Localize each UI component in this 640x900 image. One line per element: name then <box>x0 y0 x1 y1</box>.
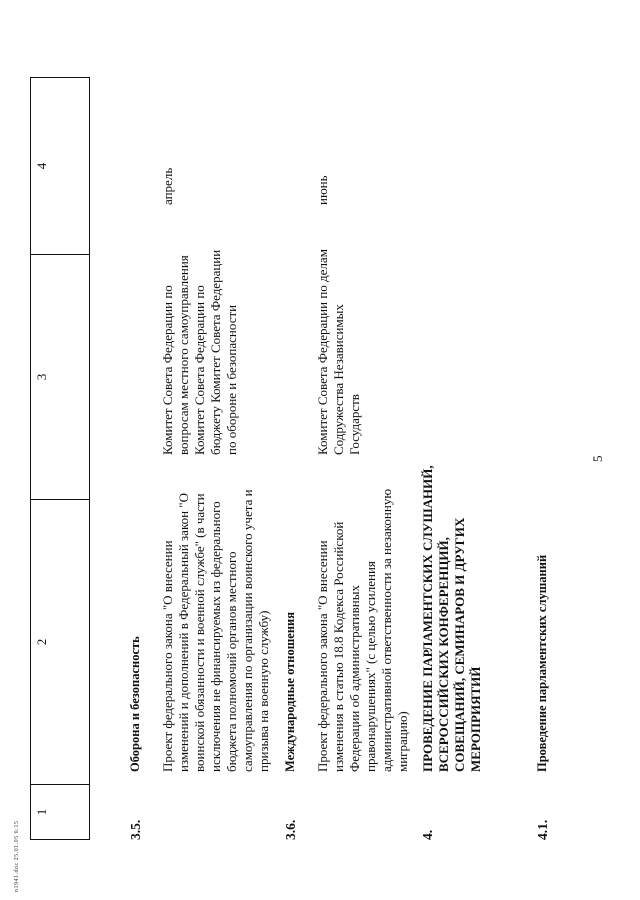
table-header-col-2: 2 <box>31 499 89 784</box>
row-number: 3.5. <box>128 819 143 840</box>
row-number: 3.6. <box>283 819 298 840</box>
section-heading: Оборона и безопасность <box>128 636 142 772</box>
row-responsible: Комитет Совета Федерации по вопросам местного самоуправления Комитет Совета Федерации по бюджету Комитет Совета Федерации по обороне и безопасности <box>160 249 239 455</box>
table-header-col-1: 1 <box>31 784 89 839</box>
row-description: Проект федерального закона "О внесении изменения в статью 18.8 Кодекса Российской Федерации об административных правонарушениях" (с целью усиления административной ответственности за незаконную миграцию) <box>315 488 410 772</box>
row-term: апрель <box>160 167 175 205</box>
section-title: ПРОВЕДЕНИЕ ПАРЛАМЕНТСКИХ СЛУШАНИЙ, ВСЕРОССИЙСКИХ КОНФЕРЕНЦИЙ, СОВЕЩАНИЙ, СЕМИНАРОВ И ДРУГИХ МЕРОПРИЯТИЙ <box>420 465 483 772</box>
row-term: июнь <box>315 175 330 205</box>
table-header-col-3: 3 <box>31 254 89 499</box>
table-header-col-4: 4 <box>34 162 49 170</box>
section-heading: Международные отношения <box>283 611 297 772</box>
table-header <box>30 77 90 840</box>
section-heading: Проведение парламентских слушаний <box>535 554 549 772</box>
row-description: Проект федерального закона "О внесении изменений и дополнений в Федеральный закон "О воинской обязанности и военной службе" (в части исключения не финансируемых из федерального бюджета полномочий органов местного самоуправления по организации воинского учета и призыва на военную службу) <box>160 489 271 772</box>
file-footer: n1941.doc 25.01.05 6:15 <box>14 820 20 892</box>
row-responsible: Комитет Совета Федерации по делам Содружества Независимых Государств <box>315 249 362 455</box>
page-number: 5 <box>590 455 605 462</box>
row-number: 4. <box>420 829 435 840</box>
row-number: 4.1. <box>535 819 550 840</box>
